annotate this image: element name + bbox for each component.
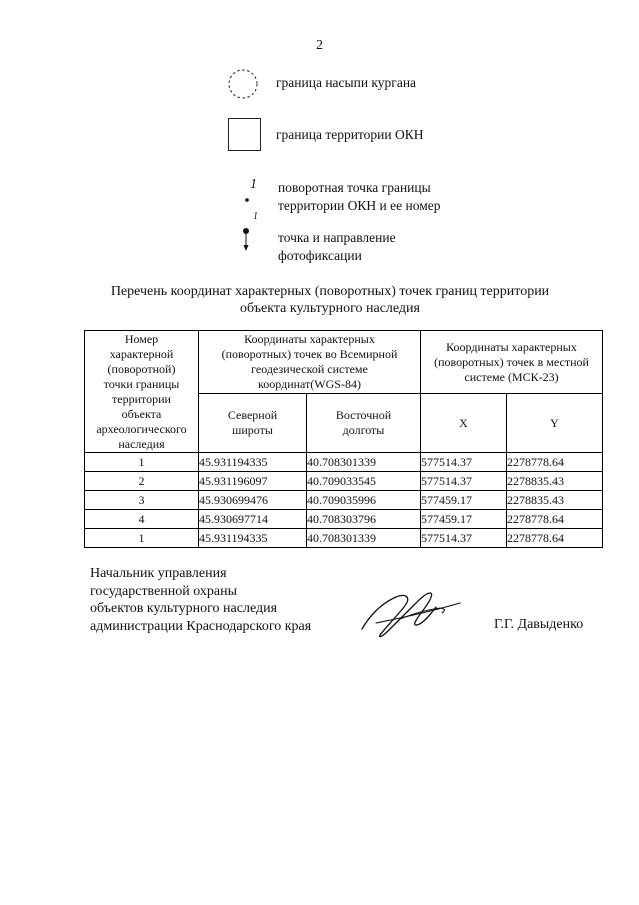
cell-y: 2278835.43 — [507, 491, 603, 510]
header-line: территории — [112, 391, 171, 406]
signatory-name: Г.Г. Давыденко — [494, 617, 584, 632]
header-msk23 — [421, 331, 603, 394]
signatory-title-line: Начальник управления — [90, 566, 227, 581]
legend-label-line: территории ОКН и ее номер — [278, 198, 441, 213]
cell-point-number: 1 — [85, 453, 199, 472]
signatory-title-line: администрации Краснодарского края — [90, 618, 312, 634]
page-number: 2 — [316, 38, 323, 53]
cell-latitude: 45.930697714 — [199, 510, 307, 529]
header-line: объекта — [121, 406, 162, 421]
header-line: геодезической системе — [251, 362, 368, 376]
header-line: Координаты характерных — [446, 339, 577, 354]
cell-latitude: 45.931194335 — [199, 453, 307, 472]
header-x: X — [421, 394, 507, 453]
handwritten-signature — [356, 585, 466, 641]
legend-label: граница территории ОКН — [276, 127, 424, 142]
header-line: точки границы — [103, 376, 180, 391]
table-row — [85, 453, 603, 472]
table-row — [85, 510, 603, 529]
cell-x: 577514.37 — [421, 472, 507, 491]
cell-point-number: 4 — [85, 510, 199, 529]
header-line: системе (МСК-23) — [464, 369, 559, 384]
cell-x: 577459.17 — [421, 510, 507, 529]
header-line: Северной — [227, 408, 278, 422]
cell-latitude: 45.931194335 — [199, 529, 307, 548]
header-line: (поворотных) точек в местной — [434, 354, 589, 369]
signatory-title-line: государственной охраны — [90, 583, 238, 599]
table-title-line: объекта культурного наследия — [240, 301, 420, 316]
legend-label-line: поворотная точка границы — [278, 180, 431, 195]
turning-point-number: 1 — [250, 177, 257, 192]
cell-longitude: 40.709035996 — [307, 491, 421, 510]
signatory-title-line: объектов культурного наследия — [90, 601, 278, 616]
cell-longitude: 40.709033545 — [307, 472, 421, 491]
cell-point-number: 3 — [85, 491, 199, 510]
coordinates-table — [84, 330, 603, 548]
cell-longitude: 40.708301339 — [307, 529, 421, 548]
cell-x: 577514.37 — [421, 529, 507, 548]
header-point-number — [85, 331, 199, 453]
cell-x: 577459.17 — [421, 491, 507, 510]
table-title — [40, 283, 620, 317]
header-line: долготы — [342, 423, 385, 437]
table-row — [85, 472, 603, 491]
header-line: широты — [232, 423, 273, 437]
photo-point-number: 1 — [253, 211, 258, 222]
header-line: Координаты характерных — [244, 332, 375, 346]
header-line: археологического — [96, 421, 187, 436]
cell-point-number: 1 — [85, 529, 199, 548]
legend-label: граница насыпи кургана — [276, 75, 417, 90]
cell-y: 2278778.64 — [507, 510, 603, 529]
header-wgs84 — [199, 331, 421, 394]
header-latitude — [199, 394, 307, 453]
header-line: Восточной — [335, 408, 392, 422]
table-row — [85, 529, 603, 548]
header-y: Y — [507, 394, 603, 453]
dashed-circle-icon — [226, 68, 260, 100]
header-line: координат(WGS-84) — [258, 377, 361, 391]
cell-latitude: 45.931196097 — [199, 472, 307, 491]
legend-label-line: фотофиксации — [278, 248, 362, 263]
cell-y: 2278778.64 — [507, 453, 603, 472]
table-row — [85, 491, 603, 510]
header-line: наследия — [118, 436, 165, 451]
cell-y: 2278835.43 — [507, 472, 603, 491]
header-line: (поворотной) — [107, 361, 176, 376]
header-line: характерной — [109, 346, 174, 361]
header-longitude — [307, 394, 421, 453]
legend-label — [278, 229, 396, 265]
signatory-title — [90, 565, 311, 635]
header-line: (поворотных) точек во Всемирной — [221, 347, 398, 361]
cell-longitude: 40.708301339 — [307, 453, 421, 472]
legend-label — [278, 179, 441, 215]
square-outline-icon — [228, 118, 262, 152]
cell-x: 577514.37 — [421, 453, 507, 472]
header-line: Номер — [124, 331, 159, 346]
cell-latitude: 45.930699476 — [199, 491, 307, 510]
legend-label-line: точка и направление — [278, 230, 396, 245]
cell-point-number: 2 — [85, 472, 199, 491]
photo-direction-icon — [240, 214, 264, 254]
table-title-line: Перечень координат характерных (поворотных) точек границ территории — [110, 284, 550, 299]
cell-y: 2278778.64 — [507, 529, 603, 548]
cell-longitude: 40.708303796 — [307, 510, 421, 529]
